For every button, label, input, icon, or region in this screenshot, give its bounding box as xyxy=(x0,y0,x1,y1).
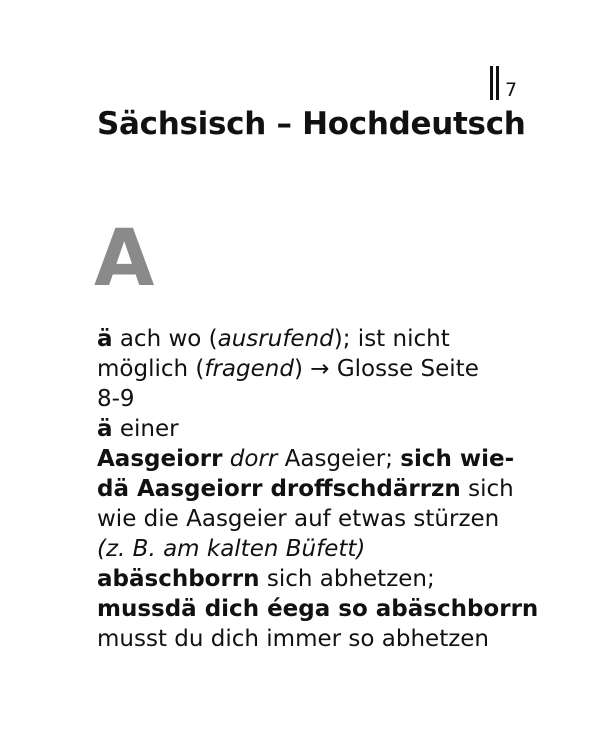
definition: ); ist nicht xyxy=(333,326,450,352)
entry-line xyxy=(97,414,527,444)
entry-line xyxy=(97,324,527,354)
definition: sich abhetzen; xyxy=(259,566,435,592)
running-title: Sächsisch – Hochdeutsch xyxy=(97,106,526,142)
usage-note: (z. B. am kalten Büfett) xyxy=(97,536,366,562)
definition: sich xyxy=(460,476,514,502)
entry-line xyxy=(97,444,527,474)
entry-line xyxy=(97,384,527,414)
dictionary-entry xyxy=(97,324,527,414)
headword: ä xyxy=(97,416,113,442)
dictionary-entry xyxy=(97,444,527,564)
headword: Aasgeiorr xyxy=(97,446,223,472)
page-number: 7 xyxy=(505,79,518,101)
section-letter: A xyxy=(94,214,155,304)
example-phrase: sich wie- xyxy=(400,446,515,472)
page-marker-bars xyxy=(490,66,499,100)
headword: ä xyxy=(97,326,113,352)
entry-line xyxy=(97,474,527,504)
entry-line xyxy=(97,564,527,594)
definition: wie die Aasgeier auf etwas stürzen xyxy=(97,506,500,532)
usage-note: ausrufend xyxy=(217,326,334,352)
article: dorr xyxy=(229,446,278,472)
definition: musst du dich immer so abhetzen xyxy=(97,626,490,652)
definition: ach wo ( xyxy=(112,326,218,352)
dictionary-entry xyxy=(97,564,539,654)
definition: Aasgeier; xyxy=(277,446,401,472)
dictionary-entry xyxy=(97,414,527,444)
marker-bar xyxy=(496,66,499,100)
cross-reference-pages: 8-9 xyxy=(97,386,135,412)
cross-reference: ) → Glosse Seite xyxy=(293,356,479,382)
example-phrase: mussdä dich éega so abäschborrn xyxy=(97,596,539,622)
definition: einer xyxy=(112,416,179,442)
entry-line xyxy=(97,504,527,534)
headword: abäschborrn xyxy=(97,566,260,592)
entry-line xyxy=(97,354,527,384)
marker-bar xyxy=(490,66,493,100)
page-marker xyxy=(490,66,517,100)
example-phrase: dä Aasgeiorr droffschdärrzn xyxy=(97,476,461,502)
definition: möglich ( xyxy=(97,356,205,382)
dictionary-entries xyxy=(97,324,539,654)
usage-note: fragend xyxy=(204,356,294,382)
